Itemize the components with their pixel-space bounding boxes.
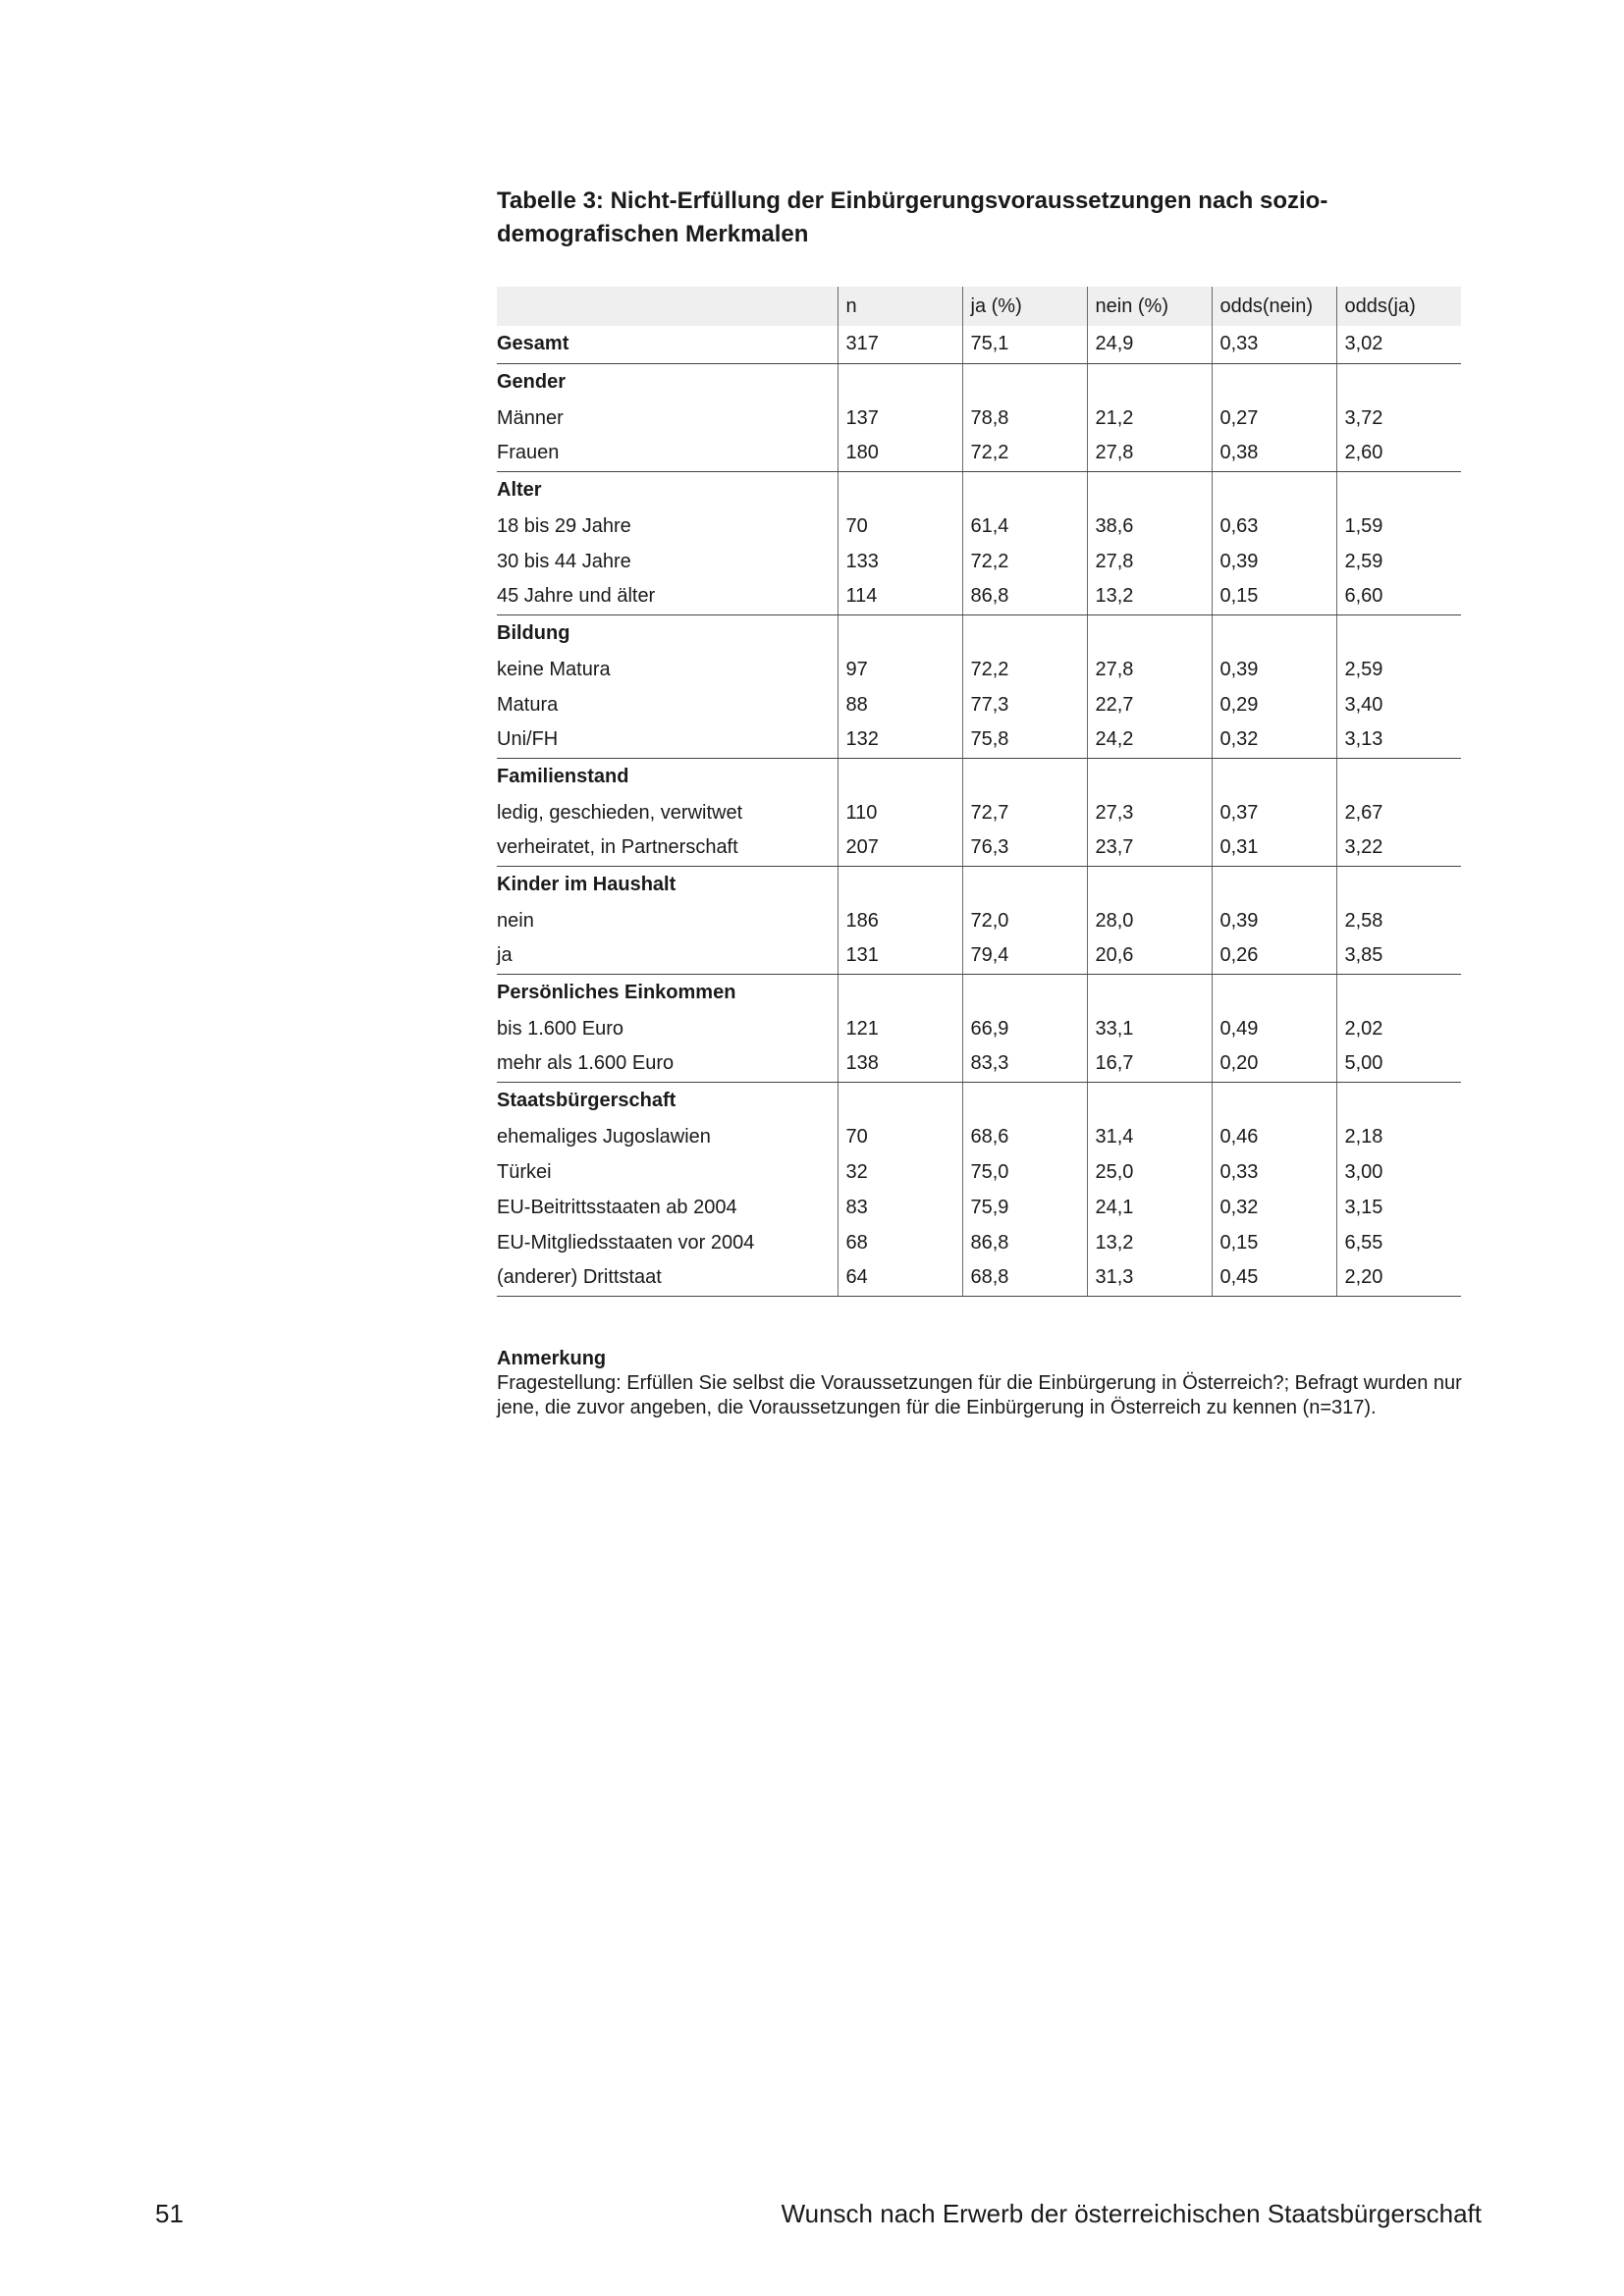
cell-odds-nein: 0,38	[1212, 436, 1336, 471]
table-row	[497, 938, 1461, 974]
cell-ja: 75,8	[962, 722, 1087, 758]
cell-ja: 66,9	[962, 1011, 1087, 1046]
cell-n: 121	[838, 1011, 962, 1046]
empty-cell	[838, 974, 962, 1011]
empty-cell	[1212, 758, 1336, 795]
cell-odds-nein: 0,45	[1212, 1260, 1336, 1296]
empty-cell	[1336, 614, 1461, 652]
cell-odds-ja: 5,00	[1336, 1046, 1461, 1082]
table-row	[497, 1046, 1461, 1082]
cell-nein: 21,2	[1087, 400, 1212, 436]
table-header-row	[497, 287, 1461, 326]
empty-cell	[1212, 363, 1336, 400]
cell-ja: 72,2	[962, 436, 1087, 471]
empty-cell	[1336, 363, 1461, 400]
empty-cell	[1087, 614, 1212, 652]
empty-cell	[1336, 1082, 1461, 1119]
empty-cell	[962, 974, 1087, 1011]
group-label: Gender	[497, 370, 567, 393]
cell-odds-nein: 0,37	[1212, 795, 1336, 830]
group-label: Alter	[497, 478, 542, 501]
empty-cell	[1087, 363, 1212, 400]
row-label: bis 1.600 Euro	[497, 1017, 623, 1040]
cell-n: 138	[838, 1046, 962, 1082]
cell-odds-nein: 0,29	[1212, 687, 1336, 722]
empty-cell	[838, 471, 962, 508]
empty-cell	[838, 614, 962, 652]
cell-nein: 16,7	[1087, 1046, 1212, 1082]
table-row	[497, 579, 1461, 614]
cell-n: 70	[838, 1119, 962, 1154]
cell-odds-nein: 0,39	[1212, 652, 1336, 687]
cell-odds-ja: 2,60	[1336, 436, 1461, 471]
table-row	[497, 544, 1461, 579]
cell-nein: 33,1	[1087, 1011, 1212, 1046]
note-heading: Anmerkung	[497, 1348, 607, 1369]
total-label: Gesamt	[497, 326, 838, 363]
cell-ja: 75,9	[962, 1190, 1087, 1225]
group-header-row	[497, 614, 1461, 652]
cell-odds-nein: 0,31	[1212, 830, 1336, 866]
cell-nein: 27,8	[1087, 436, 1212, 471]
group-label: Bildung	[497, 621, 570, 644]
row-label: verheiratet, in Partnerschaft	[497, 830, 838, 866]
empty-cell	[1212, 614, 1336, 652]
cell-ja: 61,4	[962, 508, 1087, 544]
table-title: Tabelle 3: Nicht-Erfüllung der Einbürgerungsvoraussetzungen nach sozio-demografischen Merkmalen	[497, 187, 1328, 247]
row-label: Frauen	[497, 436, 838, 471]
cell-odds-nein: 0,26	[1212, 938, 1336, 974]
table-row	[497, 1154, 1461, 1190]
table-row	[497, 1190, 1461, 1225]
column-header-nein: nein (%)	[1087, 287, 1212, 326]
cell-odds-nein: 0,33	[1212, 1154, 1336, 1190]
cell-odds-nein: 0,63	[1212, 508, 1336, 544]
cell-nein: 28,0	[1087, 903, 1212, 938]
empty-cell	[1087, 974, 1212, 1011]
cell-nein: 22,7	[1087, 687, 1212, 722]
cell-odds-ja: 2,20	[1336, 1260, 1461, 1296]
row-label: ehemaliges Jugoslawien	[497, 1125, 711, 1148]
empty-cell	[838, 758, 962, 795]
table-row	[497, 687, 1461, 722]
cell-nein: 27,3	[1087, 795, 1212, 830]
table-row	[497, 508, 1461, 544]
row-label: EU-Mitgliedsstaaten vor 2004	[497, 1231, 755, 1254]
group-header-row	[497, 363, 1461, 400]
row-label: EU-Beitrittsstaaten ab 2004	[497, 1196, 737, 1218]
total-value-n: 317	[838, 326, 962, 363]
empty-cell	[1087, 1082, 1212, 1119]
cell-n: 64	[838, 1260, 962, 1296]
empty-cell	[1087, 471, 1212, 508]
cell-ja: 78,8	[962, 400, 1087, 436]
table-row	[497, 400, 1461, 436]
total-value-odds-nein: 0,33	[1212, 326, 1336, 363]
row-label: ledig, geschieden, verwitwet	[497, 801, 743, 824]
cell-n: 32	[838, 1154, 962, 1190]
cell-ja: 76,3	[962, 830, 1087, 866]
cell-n: 97	[838, 652, 962, 687]
table-row	[497, 795, 1461, 830]
cell-ja: 68,8	[962, 1260, 1087, 1296]
cell-odds-nein: 0,32	[1212, 722, 1336, 758]
cell-n: 68	[838, 1225, 962, 1260]
cell-odds-ja: 2,59	[1336, 652, 1461, 687]
group-header-row	[497, 758, 1461, 795]
column-header-label	[497, 287, 838, 326]
column-header-odds-nein: odds(nein)	[1212, 287, 1336, 326]
cell-odds-ja: 3,15	[1336, 1190, 1461, 1225]
empty-cell	[1336, 866, 1461, 903]
cell-odds-nein: 0,39	[1212, 903, 1336, 938]
group-label: Staatsbürgerschaft	[497, 1089, 677, 1111]
empty-cell	[838, 1082, 962, 1119]
cell-odds-ja: 3,13	[1336, 722, 1461, 758]
cell-odds-ja: 6,60	[1336, 579, 1461, 614]
empty-cell	[1336, 471, 1461, 508]
cell-nein: 31,4	[1087, 1119, 1212, 1154]
cell-ja: 72,0	[962, 903, 1087, 938]
data-table	[497, 287, 1461, 1297]
cell-odds-nein: 0,15	[1212, 579, 1336, 614]
table-row	[497, 903, 1461, 938]
group-header-row	[497, 974, 1461, 1011]
empty-cell	[962, 758, 1087, 795]
empty-cell	[1087, 758, 1212, 795]
cell-nein: 25,0	[1087, 1154, 1212, 1190]
cell-ja: 72,2	[962, 544, 1087, 579]
cell-odds-ja: 3,40	[1336, 687, 1461, 722]
empty-cell	[1087, 866, 1212, 903]
column-header-odds-ja: odds(ja)	[1336, 287, 1461, 326]
footer-title: Wunsch nach Erwerb der österreichischen Staatsbürgerschaft	[781, 2199, 1482, 2228]
cell-n: 88	[838, 687, 962, 722]
group-label: Persönliches Einkommen	[497, 981, 736, 1003]
cell-nein: 24,1	[1087, 1190, 1212, 1225]
cell-nein: 13,2	[1087, 1225, 1212, 1260]
cell-odds-ja: 2,02	[1336, 1011, 1461, 1046]
table-row	[497, 830, 1461, 866]
cell-ja: 86,8	[962, 1225, 1087, 1260]
cell-n: 132	[838, 722, 962, 758]
cell-odds-nein: 0,39	[1212, 544, 1336, 579]
group-label: Kinder im Haushalt	[497, 873, 677, 895]
cell-nein: 23,7	[1087, 830, 1212, 866]
table-row	[497, 1119, 1461, 1154]
table-row	[497, 1260, 1461, 1296]
row-label: 45 Jahre und älter	[497, 579, 838, 614]
empty-cell	[1212, 974, 1336, 1011]
total-value-nein: 24,9	[1087, 326, 1212, 363]
table-row	[497, 652, 1461, 687]
cell-ja: 68,6	[962, 1119, 1087, 1154]
empty-cell	[1212, 1082, 1336, 1119]
cell-n: 110	[838, 795, 962, 830]
cell-nein: 13,2	[1087, 579, 1212, 614]
column-header-ja: ja (%)	[962, 287, 1087, 326]
cell-odds-nein: 0,49	[1212, 1011, 1336, 1046]
row-label: Uni/FH	[497, 722, 838, 758]
cell-odds-nein: 0,20	[1212, 1046, 1336, 1082]
cell-odds-ja: 6,55	[1336, 1225, 1461, 1260]
cell-n: 186	[838, 903, 962, 938]
row-label: Matura	[497, 693, 559, 716]
cell-odds-ja: 2,59	[1336, 544, 1461, 579]
row-label: mehr als 1.600 Euro	[497, 1046, 838, 1082]
cell-ja: 72,7	[962, 795, 1087, 830]
empty-cell	[1336, 974, 1461, 1011]
cell-odds-nein: 0,46	[1212, 1119, 1336, 1154]
cell-nein: 27,8	[1087, 652, 1212, 687]
table-row	[497, 1011, 1461, 1046]
cell-nein: 27,8	[1087, 544, 1212, 579]
cell-odds-ja: 3,22	[1336, 830, 1461, 866]
empty-cell	[962, 363, 1087, 400]
group-label: Familienstand	[497, 765, 629, 787]
row-label: 30 bis 44 Jahre	[497, 550, 631, 572]
cell-odds-ja: 2,58	[1336, 903, 1461, 938]
cell-nein: 31,3	[1087, 1260, 1212, 1296]
cell-n: 180	[838, 436, 962, 471]
empty-cell	[1336, 758, 1461, 795]
cell-n: 207	[838, 830, 962, 866]
cell-n: 137	[838, 400, 962, 436]
empty-cell	[962, 866, 1087, 903]
row-label: 18 bis 29 Jahre	[497, 514, 631, 537]
cell-nein: 38,6	[1087, 508, 1212, 544]
cell-odds-ja: 2,67	[1336, 795, 1461, 830]
table-row	[497, 722, 1461, 758]
empty-cell	[1212, 866, 1336, 903]
cell-n: 83	[838, 1190, 962, 1225]
cell-ja: 79,4	[962, 938, 1087, 974]
cell-odds-ja: 3,00	[1336, 1154, 1461, 1190]
group-header-row	[497, 866, 1461, 903]
row-label: nein	[497, 909, 534, 932]
cell-ja: 83,3	[962, 1046, 1087, 1082]
table-row	[497, 1225, 1461, 1260]
cell-n: 133	[838, 544, 962, 579]
row-label: keine Matura	[497, 658, 611, 680]
cell-ja: 86,8	[962, 579, 1087, 614]
cell-nein: 24,2	[1087, 722, 1212, 758]
cell-odds-ja: 2,18	[1336, 1119, 1461, 1154]
note-text: Fragestellung: Erfüllen Sie selbst die Voraussetzungen für die Einbürgerung in Österreich?; Befragt wurden nur jene, die zuvor angeben, die Voraussetzungen für die Einbürgerung in Österreich zu kennen (n=317).	[497, 1372, 1462, 1418]
cell-n: 114	[838, 579, 962, 614]
total-value-ja: 75,1	[962, 326, 1087, 363]
cell-nein: 20,6	[1087, 938, 1212, 974]
empty-cell	[962, 1082, 1087, 1119]
empty-cell	[962, 471, 1087, 508]
cell-n: 131	[838, 938, 962, 974]
cell-ja: 72,2	[962, 652, 1087, 687]
cell-odds-nein: 0,15	[1212, 1225, 1336, 1260]
total-row	[497, 326, 1461, 363]
empty-cell	[962, 614, 1087, 652]
table-row	[497, 436, 1461, 471]
cell-odds-ja: 1,59	[1336, 508, 1461, 544]
row-label: Türkei	[497, 1160, 552, 1183]
cell-odds-ja: 3,72	[1336, 400, 1461, 436]
cell-n: 70	[838, 508, 962, 544]
row-label: ja	[497, 938, 838, 974]
column-header-n: n	[838, 287, 962, 326]
empty-cell	[1212, 471, 1336, 508]
page-number: 51	[155, 2199, 184, 2228]
group-header-row	[497, 471, 1461, 508]
cell-ja: 75,0	[962, 1154, 1087, 1190]
cell-odds-nein: 0,27	[1212, 400, 1336, 436]
cell-ja: 77,3	[962, 687, 1087, 722]
total-value-odds-ja: 3,02	[1336, 326, 1461, 363]
row-label: (anderer) Drittstaat	[497, 1260, 838, 1296]
empty-cell	[838, 363, 962, 400]
cell-odds-ja: 3,85	[1336, 938, 1461, 974]
row-label: Männer	[497, 406, 564, 429]
table-note	[497, 1347, 1479, 1420]
cell-odds-nein: 0,32	[1212, 1190, 1336, 1225]
group-header-row	[497, 1082, 1461, 1119]
empty-cell	[838, 866, 962, 903]
